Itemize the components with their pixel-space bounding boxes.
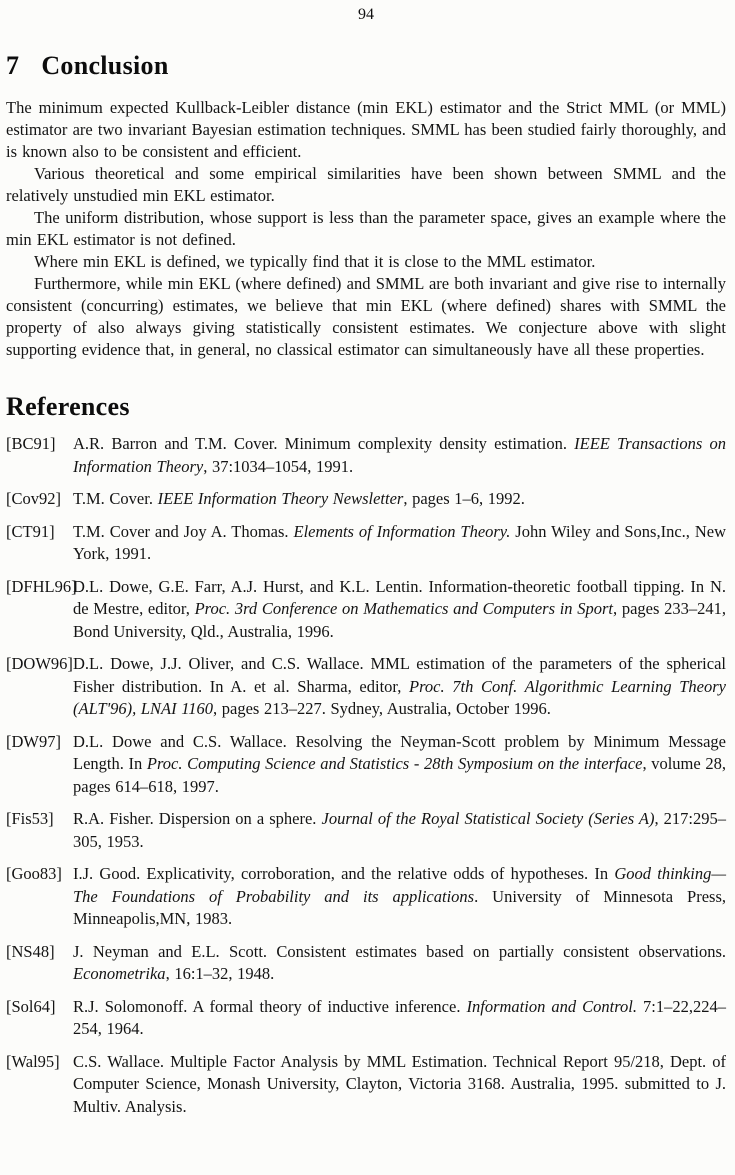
reference-text: C.S. Wallace. Multiple Factor Analysis by MML Estimation. Technical Report 95/218, Dept. of Computer Science, Monash University, Clayton, Victoria 3168. Australia, 1995. submitted to J. Multiv. Analysis. [73,1051,726,1116]
conclusion-paragraphs [6,97,726,361]
section-heading [6,52,726,80]
reference-label: [Fis53] [6,809,54,828]
conclusion-paragraph: Various theoretical and some empirical similarities have been shown between SMML and the relatively unstudied min EKL estimator. [6,164,726,205]
reference-label: [BC91] [6,434,56,453]
reference-label: [Wal95] [6,1051,60,1071]
conclusion-paragraph: The minimum expected Kullback-Leibler distance (min EKL) estimator and the Strict MML (or MML) estimator are two invariant Bayesian estimation techniques. SMML has been studied fairly thoroughly, and is known also to be consistent and efficient. [6,98,726,161]
reference-text: T.M. Cover and Joy A. Thomas. Elements of Information Theory. John Wiley and Sons,Inc., New York, 1991. [73,521,726,563]
conclusion-paragraph: The uniform distribution, whose support is less than the parameter space, gives an example where the min EKL estimator is not defined. [6,208,726,249]
reference-text: R.J. Solomonoff. A formal theory of inductive inference. Information and Control. 7:1–22,224–254, 1964. [73,996,726,1038]
reference-item [6,1051,726,1119]
page-number: 94 [358,6,374,23]
references-list [6,433,726,1118]
conclusion-paragraph: Where min EKL is defined, we typically find that it is close to the MML estimator. [34,252,596,271]
section-number: 7 [6,51,20,80]
reference-label: [DFHL96] [6,576,77,596]
reference-label: [NS48] [6,941,55,961]
reference-label: [Goo83] [6,864,62,883]
reference-label: [DW97] [6,731,61,751]
reference-text: J. Neyman and E.L. Scott. Consistent estimates based on partially consistent observations. Econometrika, 16:1–32, 1948. [73,941,726,983]
reference-label: [Cov92] [6,489,61,508]
reference-item [6,808,726,853]
conclusion-paragraph: Furthermore, while min EKL (where defined) and SMML are both invariant and give rise to internally consistent (concurring) estimates, we believe that min EKL (where defined) shares with SMML the property of also always giving statistically consistent estimates. We conjecture above with slight supporting evidence that, in general, no classical estimator can simultaneously have all these properties. [6,274,726,359]
section-title: Conclusion [41,51,169,80]
reference-label: [CT91] [6,521,55,541]
reference-item [6,996,726,1041]
reference-text: T.M. Cover. IEEE Information Theory Newsletter, pages 1–6, 1992. [73,489,525,508]
reference-item [6,731,726,799]
reference-label: [Sol64] [6,996,56,1016]
reference-item [6,433,726,478]
reference-text: I.J. Good. Explicativity, corroboration, and the relative odds of hypotheses. In Good thinking— The Foundations of Probability and its applications. University of Minnesota Press, Minneapolis,MN, 1983. [73,864,726,928]
reference-item [6,653,726,721]
reference-text: D.L. Dowe, J.J. Oliver, and C.S. Wallace. MML estimation of the parameters of the spherical Fisher distribution. In A. et al. Sharma, editor, Proc. 7th Conf. Algorithmic Learning Theory (ALT'96), LNAI 1160, pages 213–227. Sydney, Australia, October 1996. [73,654,726,718]
references-heading: References [6,392,130,421]
reference-item [6,863,726,931]
reference-item [6,488,726,511]
reference-text: R.A. Fisher. Dispersion on a sphere. Journal of the Royal Statistical Society (Series A), 217:295–305, 1953. [73,809,726,851]
reference-text: D.L. Dowe and C.S. Wallace. Resolving the Neyman-Scott problem by Minimum Message Length. In Proc. Computing Science and Statistics - 28th Symposium on the interface, volume 28, pages 614–618, 1997. [73,731,726,796]
reference-label: [DOW96] [6,654,73,673]
reference-text: D.L. Dowe, G.E. Farr, A.J. Hurst, and K.L. Lentin. Information-theoretic football tipping. In N. de Mestre, editor, Proc. 3rd Conference on Mathematics and Computers in Sport, pages 233–241, Bond University, Qld., Australia, 1996. [73,576,726,641]
reference-item [6,576,726,644]
reference-item [6,941,726,986]
reference-item [6,521,726,566]
reference-text: A.R. Barron and T.M. Cover. Minimum complexity density estimation. IEEE Transactions on Information Theory, 37:1034–1054, 1991. [73,434,726,476]
